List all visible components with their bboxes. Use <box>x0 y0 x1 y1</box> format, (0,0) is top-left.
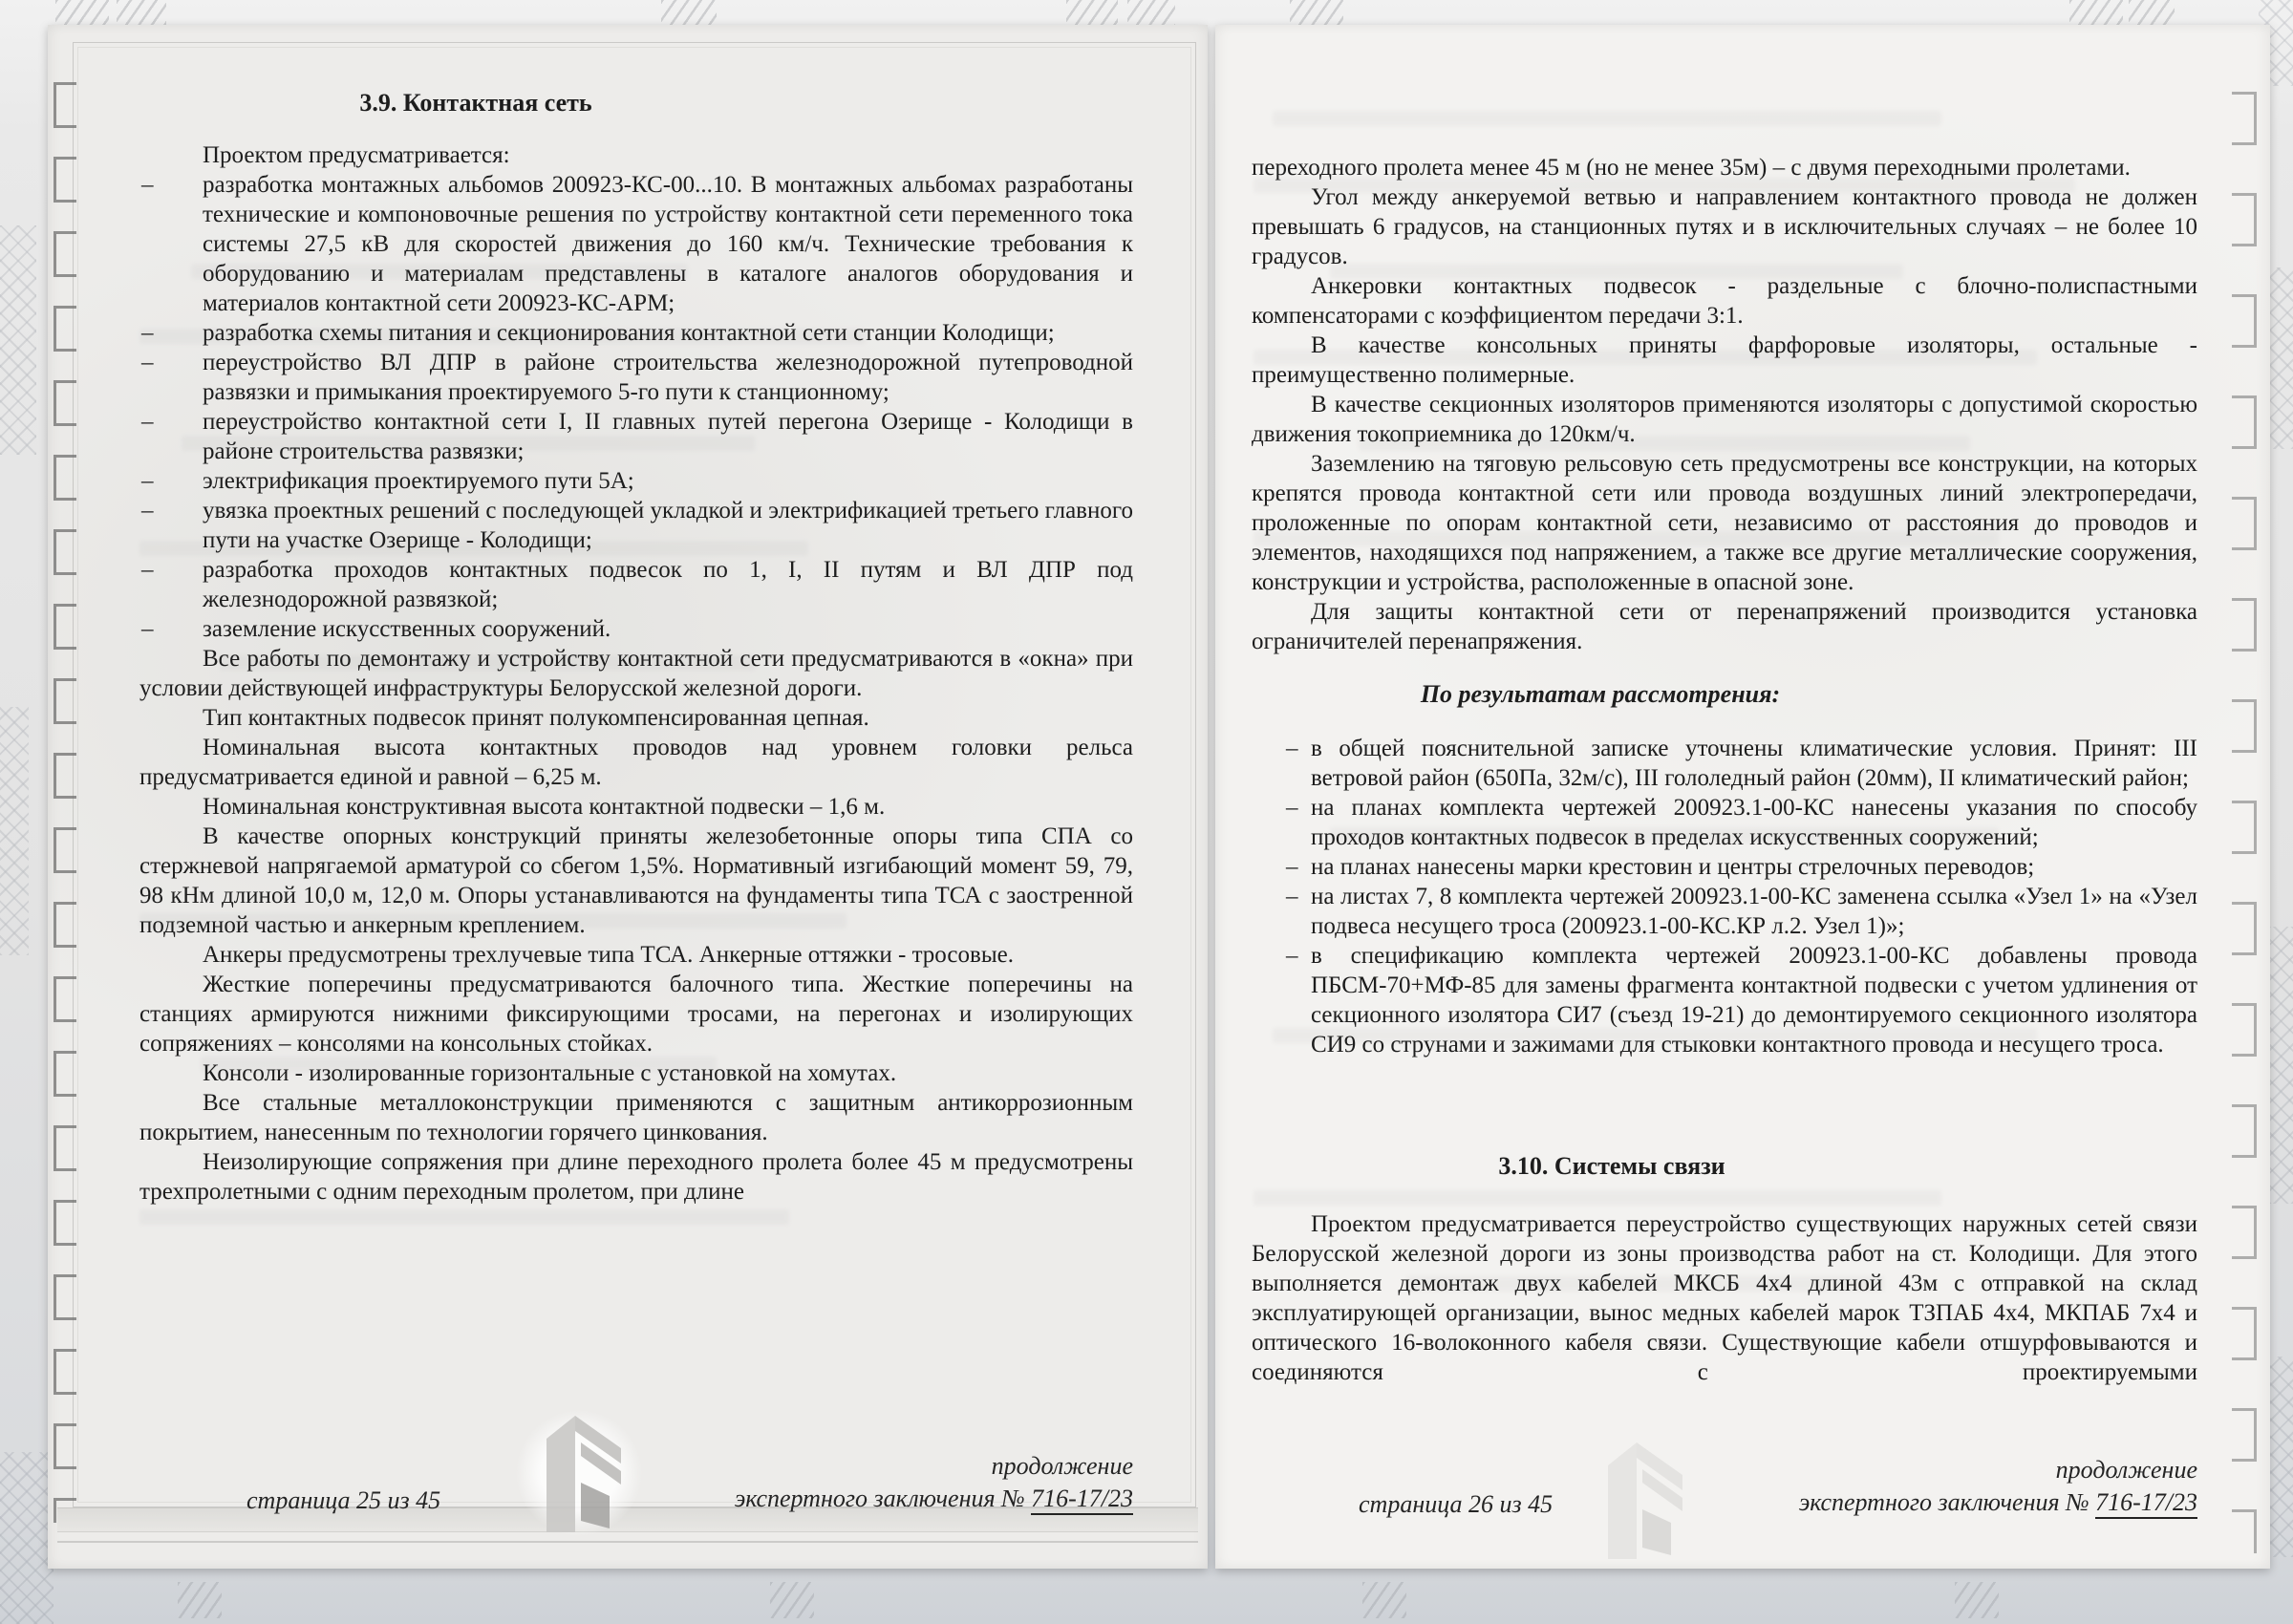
list-dash: – <box>141 320 154 346</box>
section-title-3-10: 3.10. Системы связи <box>1498 1152 1725 1180</box>
list-item <box>139 496 1133 555</box>
paragraph: Неизолирующие сопряжения при длине переходного пролета более 45 м предусмотрены трехпролетными с одним переходным пролетом, при длине <box>139 1149 1133 1205</box>
list-item-text: переустройство ВЛ ДПР в районе строительства железнодорожной путепроводной развязки и примыкания проектируемого 5-го пути к станционному; <box>203 350 1133 405</box>
binding-holes-right <box>2232 92 2257 1553</box>
body-paragraphs <box>139 644 1133 1207</box>
paragraph: Все работы по демонтажу и устройству контактной сети предусматриваются в «окна» при условии действующей инфраструктуры Белорусской железной дороги. <box>139 646 1133 701</box>
continuation-line2: экспертного заключения № <box>734 1485 1032 1512</box>
paragraph: Номинальная конструктивная высота контактной подвески – 1,6 м. <box>203 794 886 820</box>
list-item-text: разработка схемы питания и секционирования контактной сети станции Колодищи; <box>203 320 1055 346</box>
list-item-text: заземление искусственных сооружений. <box>203 616 611 642</box>
page-number: страница 25 из 45 <box>246 1486 441 1514</box>
binding-holes-left <box>54 82 76 1523</box>
list-item-text: разработка монтажных альбомов 200923-КС-00...10. В монтажных альбомах разработаны технические и компоновочные решения по устройству контактной сети переменного тока системы 27,5 кВ для скоростей движения до 160 км/ч. Технические требования к оборудованию и материалам представлены в каталоге аналогов оборудования и материалов контактной сети 200923-КС-АРМ; <box>203 172 1133 316</box>
mat-stripe <box>178 1582 222 1618</box>
results-bullet-list <box>1252 734 2197 1059</box>
list-item <box>1252 852 2197 882</box>
paragraph: В качестве секционных изоляторов применяются изоляторы с допустимой скоростью движения токоприемника до 120км/ч. <box>1252 392 2197 447</box>
document-page-26 <box>1215 25 2270 1569</box>
paragraph: В качестве консольных приняты фарфоровые изоляторы, остальные - преимущественно полимерные. <box>1252 332 2197 388</box>
mat-ornament <box>0 225 36 455</box>
paragraph: Угол между анкеруемой ветвью и направлением контактного провода не должен превышать 6 градусов, на станционных путях и в исключительных случаях – не более 10 градусов. <box>1252 184 2197 269</box>
intro-paragraph: Проектом предусматривается: <box>203 142 510 168</box>
page-25-footer <box>139 1450 1133 1515</box>
paragraph: В качестве опорных конструкций приняты железобетонные опоры типа СПА со стержневой напрягаемой арматурой со сбегом 1,5%. Нормативный изгибающий момент 59, 79, 98 кНм длиной 10,0 м, 12,0 м. Опоры устанавливаются на фундаменты типа ТСА с заостренной подземной частью и анкерным креплением. <box>139 823 1133 938</box>
list-item-text: переустройство контактной сети I, II главных путей перегона Озерище - Колодищи в районе строительства развязки; <box>203 409 1133 464</box>
list-item <box>1252 793 2197 852</box>
list-item <box>1252 941 2197 1059</box>
paragraph: Заземлению на тяговую рельсовую сеть предусмотрены все конструкции, на которых крепятся провода контактной сети или провода воздушных линий электропередачи, проложенные по опорам контактной сети, независимо от расстояния до проводов и элементов, находящихся под напряжением, а также все другие металлические сооружения, конструкции и устройства, расположенные в опасной зоне. <box>1252 451 2197 595</box>
list-dash: – <box>141 350 154 375</box>
list-dash: – <box>1286 736 1298 761</box>
list-item-text: в спецификацию комплекта чертежей 200923.1-00-КС добавлены провода ПБСМ-70+МФ-85 для замены фрагмента контактной подвески с учетом удлинения от секционного изолятора СИ7 (съезд 19-21) до демонтируемого секционного изолятора СИ9 со струнами и зажимами для стыковки контактного провода и несущего троса. <box>1311 943 2197 1058</box>
list-item-text: электрификация проектируемого пути 5А; <box>203 468 634 494</box>
list-item <box>139 466 1133 496</box>
paragraph: Анкеровки контактных подвесок - раздельные с блочно-полиспастными компенсаторами с коэффициентом передачи 3:1. <box>1252 273 2197 329</box>
section-title-3-9: 3.9. Контактная сеть <box>359 89 592 117</box>
list-item <box>139 318 1133 348</box>
list-dash: – <box>1286 854 1298 880</box>
page-25-content <box>139 88 1133 1207</box>
mat-stripe <box>770 1582 814 1618</box>
paragraph: Все стальные металлоконструкции применяются с защитным антикоррозионным покрытием, нанесенным по технологии горячего цинкования. <box>139 1090 1133 1145</box>
mat-stripe <box>1955 1582 1999 1618</box>
mat-ornament <box>0 707 29 955</box>
page-26-content <box>1252 153 2197 1387</box>
list-dash: – <box>1286 795 1298 821</box>
list-item-text: на планах комплекта чертежей 200923.1-00-КС нанесены указания по способу проходов контактных подвесок в пределах искусственных сооружений; <box>1311 795 2197 850</box>
expertise-number: 716-17/23 <box>2095 1488 2197 1519</box>
document-page-25 <box>48 25 1208 1569</box>
mat-stripe <box>1362 1582 1406 1618</box>
list-dash: – <box>1286 943 1298 969</box>
list-item <box>139 348 1133 407</box>
list-item <box>139 407 1133 466</box>
bullet-list <box>139 170 1133 644</box>
list-item <box>139 614 1133 644</box>
continuation-line1: продолжение <box>2055 1456 2197 1484</box>
list-dash: – <box>141 409 154 435</box>
list-item-text: на планах нанесены марки крестовин и центры стрелочных переводов; <box>1311 854 2035 880</box>
list-item <box>1252 734 2197 793</box>
bleed-through-text <box>1273 111 1941 126</box>
body-paragraphs <box>1252 182 2197 656</box>
continuation-note <box>1799 1454 2197 1519</box>
list-item-text: на листах 7, 8 комплекта чертежей 200923.1-00-КС заменена ссылка «Узел 1» на «Узел подвеса несущего троса (200923.1-00-КС.КР л.2. Узел 1)»; <box>1311 884 2197 939</box>
list-item-text: увязка проектных решений с последующей укладкой и электрификацией третьего главного пути на участке Озерище - Колодищи; <box>203 498 1133 553</box>
list-item-text: разработка проходов контактных подвесок по 1, I, II путям и ВЛ ДПР под железнодорожной развязкой; <box>203 557 1133 612</box>
paragraph: Тип контактных подвесок принят полукомпенсированная цепная. <box>203 705 869 731</box>
continuation-line2: экспертного заключения № <box>1798 1488 2096 1516</box>
continuation-note <box>735 1450 1133 1515</box>
list-dash: – <box>141 468 154 494</box>
expertise-number: 716-17/23 <box>1031 1485 1133 1515</box>
mat-ornament <box>0 1452 54 1624</box>
list-dash: – <box>1286 884 1298 909</box>
paragraph: Номинальная высота контактных проводов над уровнем головки рельса предусматривается единой и равной – 6,25 м. <box>139 735 1133 790</box>
list-dash: – <box>141 616 154 642</box>
list-item-text: в общей пояснительной записке уточнены климатические условия. Принят: III ветровой район (650Па, 32м/с), III гололедный район (20мм), II климатический район; <box>1311 736 2197 791</box>
section-3-10-paragraph: Проектом предусматривается переустройство существующих наружных сетей связи Белорусской железной дороги из зоны производства работ на ст. Колодищи. Для этого выполняется демонтаж двух кабелей МКСБ 4х4 длиной 43м с отправкой на склад эксплуатирующей организации, вынос медных кабелей марок ТЗПАБ 4х4, МКПАБ 7х4 и оптического 16-волоконного кабеля связи. Существующие кабели отшурфовываются и соединяются с проектируемыми <box>1252 1211 2197 1385</box>
bleed-through-text <box>139 1209 789 1225</box>
results-heading: По результатам рассмотрения: <box>1420 680 1781 708</box>
paragraph: Консоли - изолированные горизонтальные с установкой на хомутах. <box>203 1060 897 1086</box>
list-item <box>1252 882 2197 941</box>
list-item <box>139 555 1133 614</box>
paragraph: Для защиты контактной сети от перенапряжений производится установка ограничителей перенапряжения. <box>1252 599 2197 654</box>
list-dash: – <box>141 172 154 198</box>
continued-paragraph: переходного пролета менее 45 м (но не менее 35м) – с двумя переходными пролетами. <box>1252 155 2131 181</box>
continuation-line1: продолжение <box>991 1452 1133 1480</box>
paragraph: Анкеры предусмотрены трехлучевые типа ТСА. Анкерные оттяжки - тросовые. <box>203 942 1014 968</box>
list-dash: – <box>141 557 154 583</box>
list-item <box>139 170 1133 318</box>
list-dash: – <box>141 498 154 524</box>
paragraph: Жесткие поперечины предусматриваются балочного типа. Жесткие поперечины на станциях армируются нижними фиксирующими тросами, на перегонах и изолирующих сопряжениях – консолями на консольных стойках. <box>139 972 1133 1057</box>
page-26-footer <box>1252 1454 2197 1519</box>
page-number: страница 26 из 45 <box>1359 1490 1554 1518</box>
